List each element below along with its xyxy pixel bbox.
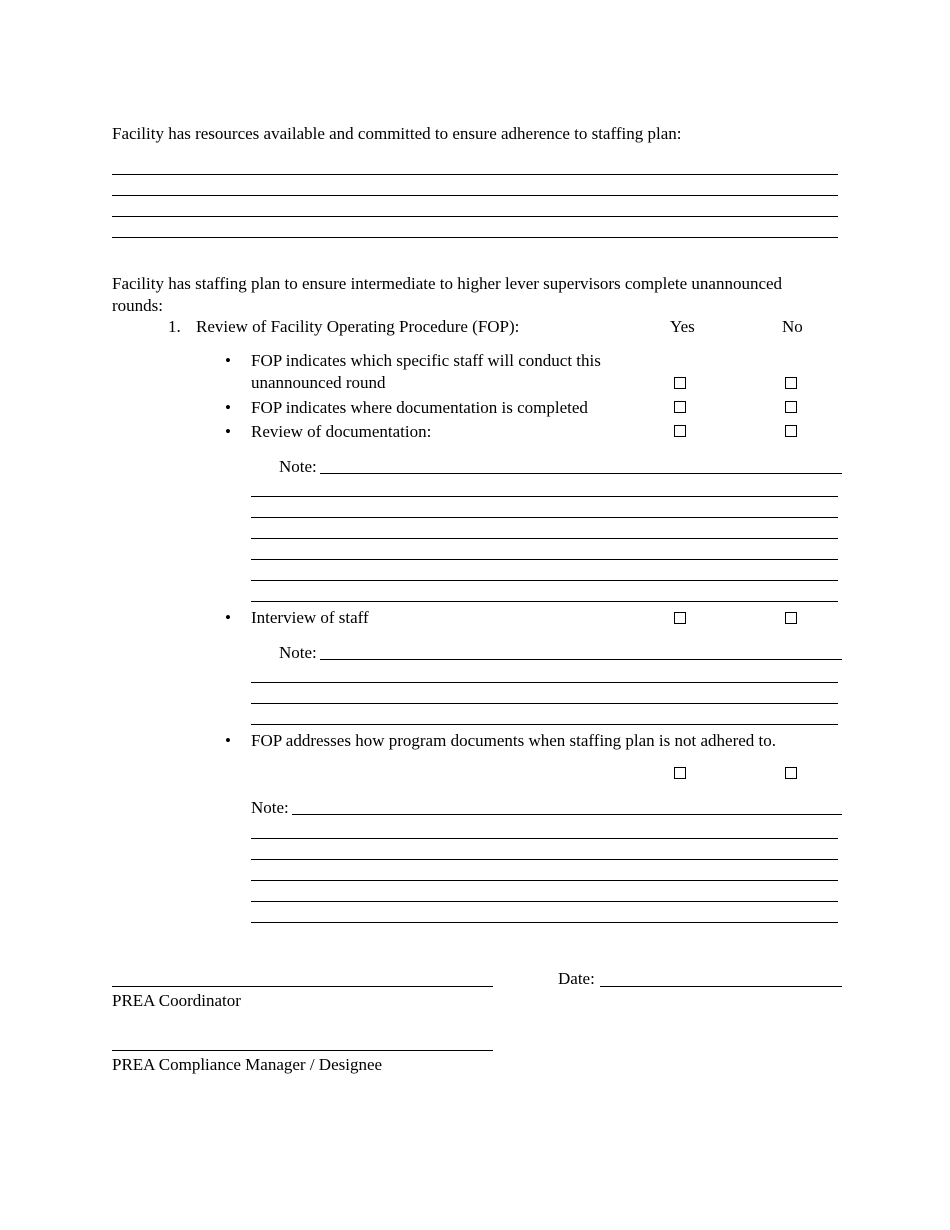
date-label: Date: [558,969,595,988]
yes-checkbox[interactable] [674,401,686,413]
note-line[interactable] [251,580,838,581]
answer-line[interactable] [112,174,838,175]
bullet-text: FOP addresses how program documents when staffing plan is not adhered to. [251,731,777,750]
yes-checkbox[interactable] [674,612,686,624]
no-checkbox[interactable] [785,377,797,389]
answer-line[interactable] [112,216,838,217]
coordinator-label: PREA Coordinator [112,991,241,1010]
column-header-yes: Yes [670,317,695,336]
section2-heading-line2: rounds: [112,296,163,315]
no-checkbox[interactable] [785,612,797,624]
manager-signature-line[interactable] [112,1050,493,1051]
note-line[interactable] [251,880,838,881]
section1-heading: Facility has resources available and committed to ensure adherence to staffing plan: [112,124,682,143]
note-line[interactable] [251,517,838,518]
note-line[interactable] [251,538,838,539]
yes-checkbox[interactable] [674,767,686,779]
section2-heading-line1: Facility has staffing plan to ensure intermediate to higher lever supervisors complete unannounced [112,274,783,293]
note-line[interactable] [251,559,838,560]
note-line[interactable] [251,496,838,497]
bullet-text: Review of documentation: [251,422,432,441]
manager-label: PREA Compliance Manager / Designee [112,1055,383,1074]
column-header-no: No [782,317,803,336]
answer-line[interactable] [112,195,838,196]
note-line[interactable] [251,601,838,602]
note-line[interactable] [251,682,838,683]
answer-line[interactable] [112,237,838,238]
bullet-text: Interview of staff [251,608,369,627]
item-title: Review of Facility Operating Procedure (FOP): [196,317,520,336]
no-checkbox[interactable] [785,425,797,437]
bullet-text: FOP indicates which specific staff will conduct this [251,351,601,370]
yes-checkbox[interactable] [674,425,686,437]
note-line[interactable] [251,859,838,860]
bullet-icon: • [225,398,231,417]
note-label: Note: [279,643,317,662]
note-label: Note: [251,798,289,817]
note-line[interactable] [320,659,842,660]
no-checkbox[interactable] [785,767,797,779]
no-checkbox[interactable] [785,401,797,413]
bullet-icon: • [225,422,231,441]
coordinator-signature-line[interactable] [112,986,493,987]
note-line[interactable] [251,703,838,704]
bullet-text: unannounced round [251,373,386,392]
note-line[interactable] [320,473,842,474]
note-label: Note: [279,457,317,476]
yes-checkbox[interactable] [674,377,686,389]
bullet-text: FOP indicates where documentation is completed [251,398,588,417]
note-line[interactable] [251,838,838,839]
bullet-icon: • [225,731,231,750]
bullet-icon: • [225,608,231,627]
note-line[interactable] [251,901,838,902]
date-line[interactable] [600,986,842,987]
item-number: 1. [168,317,181,336]
bullet-icon: • [225,351,231,370]
note-line[interactable] [251,724,838,725]
note-line[interactable] [251,922,838,923]
note-line[interactable] [292,814,842,815]
